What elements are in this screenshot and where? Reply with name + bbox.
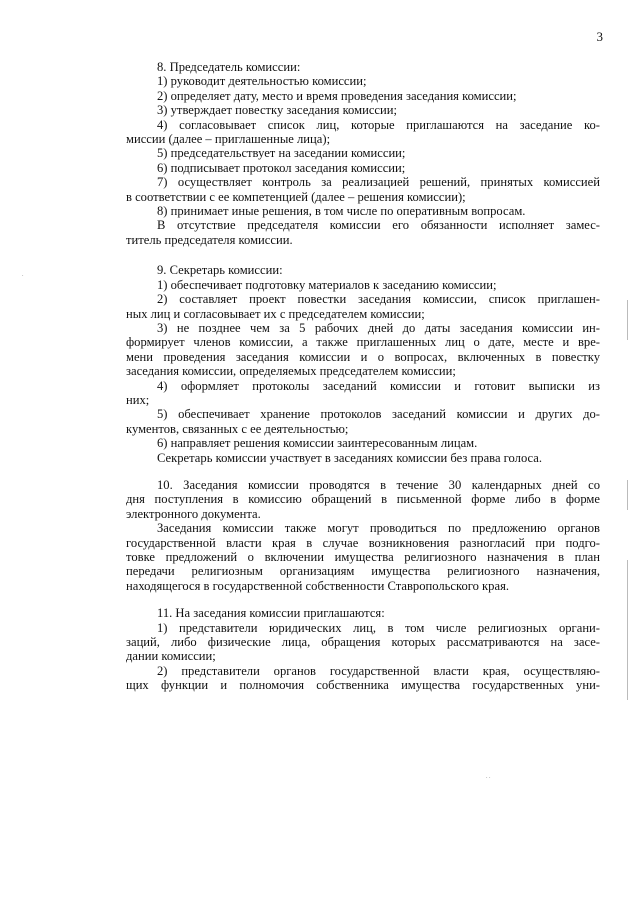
list-item-continuation: щих функции и полномочия собственника имущества государственных уни- — [126, 678, 600, 693]
section-heading: 11. На заседания комиссии приглашаются: — [157, 606, 385, 621]
list-item: 6) подписывает протокол заседания комиссии; — [157, 160, 406, 175]
paragraph-line: В отсутствие председателя комиссии его обязанности исполняет замес- — [157, 218, 600, 233]
paragraph-line: государственной власти края в случае возникновения разногласий при подго- — [126, 535, 600, 550]
list-item: 5) обеспечивает хранение протоколов заседаний комиссии и других до- — [157, 407, 600, 422]
page-number: 3 — [596, 29, 603, 44]
list-item: 2) определяет дату, место и время проведения заседания комиссии; — [157, 88, 517, 103]
list-item: 2) составляет проект повестки заседания комиссии, список приглашен- — [157, 292, 600, 307]
scan-speck: . . — [486, 774, 491, 780]
paragraph-line: Заседания комиссии также могут проводиться по предложению органов — [157, 521, 600, 536]
section-10-meetings — [126, 478, 600, 593]
list-item-continuation: мени проведения заседания комиссии и о вопросах, включенных в повестку — [126, 349, 600, 364]
paragraph-line: 10. Заседания комиссии проводятся в течение 30 календарных дней со — [157, 477, 600, 492]
list-item-continuation: формирует членов комиссии, а также приглашенных лиц о дате, месте и вре- — [126, 335, 600, 350]
list-item-continuation: них; — [126, 392, 150, 407]
list-item: 1) представители юридических лиц, в том числе религиозных органи- — [157, 620, 600, 635]
list-item-continuation: кументов, связанных с ее деятельностью; — [126, 421, 349, 436]
paragraph-line: товке предложений о включении имущества религиозного назначения в план — [126, 550, 600, 564]
list-item: 3) не позднее чем за 5 рабочих дней до даты заседания комиссии ин- — [157, 320, 600, 335]
list-item: 5) председательствует на заседании комиссии; — [157, 146, 406, 161]
list-item: 3) утверждает повестку заседания комиссии; — [157, 103, 397, 118]
list-item-continuation: заций, либо физические лица, обращения которых рассматриваются на засе- — [126, 635, 600, 650]
scan-edge-mark — [627, 300, 628, 340]
list-item-continuation: миссии (далее – приглашенные лица); — [126, 132, 331, 147]
list-item: 4) согласовывает список лиц, которые приглашаются на заседание ко- — [157, 117, 600, 132]
document-body — [126, 60, 600, 693]
section-8-chairman — [126, 60, 600, 247]
list-item-continuation: ных лиц и согласовывает их с председателем комиссии; — [126, 306, 425, 321]
list-item: 7) осуществляет контроль за реализацией решений, принятых комиссией — [157, 175, 600, 190]
scan-speck: . — [22, 272, 24, 278]
scan-edge-mark — [627, 560, 628, 700]
list-item: 6) направляет решения комиссии заинтересованным лицам. — [157, 436, 478, 451]
section-heading: 8. Председатель комиссии: — [157, 60, 301, 74]
paragraph-line: титель председателя комиссии. — [126, 232, 293, 247]
list-item-continuation: в соответствии с ее компетенцией (далее – решения комиссии); — [126, 189, 466, 204]
paragraph-line: передачи религиозным организациям имущества религиозного назначения, — [126, 564, 600, 579]
section-heading: 9. Секретарь комиссии: — [157, 263, 283, 278]
list-item-continuation: заседания комиссии, определяемых председателем комиссии; — [126, 364, 456, 379]
section-11-invited — [126, 606, 600, 692]
section-9-secretary — [126, 263, 600, 465]
paragraph-line: Секретарь комиссии участвует в заседаниях комиссии без права голоса. — [157, 450, 543, 465]
list-item: 1) руководит деятельностью комиссии; — [157, 74, 367, 89]
list-item-continuation: дании комиссии; — [126, 649, 216, 664]
list-item: 2) представители органов государственной власти края, осуществляю- — [157, 663, 600, 678]
list-item: 1) обеспечивает подготовку материалов к заседанию комиссии; — [157, 277, 497, 292]
scan-edge-mark — [627, 480, 628, 510]
paragraph-line: находящегося в государственной собственности Ставропольского края. — [126, 578, 510, 593]
list-item: 4) оформляет протоколы заседаний комиссии и готовит выписки из — [157, 378, 600, 393]
list-item: 8) принимает иные решения, в том числе по оперативным вопросам. — [157, 204, 526, 219]
paragraph-line: электронного документа. — [126, 506, 261, 521]
paragraph-line: дня поступления в комиссию обращений в письменной форме либо в форме — [126, 492, 600, 507]
